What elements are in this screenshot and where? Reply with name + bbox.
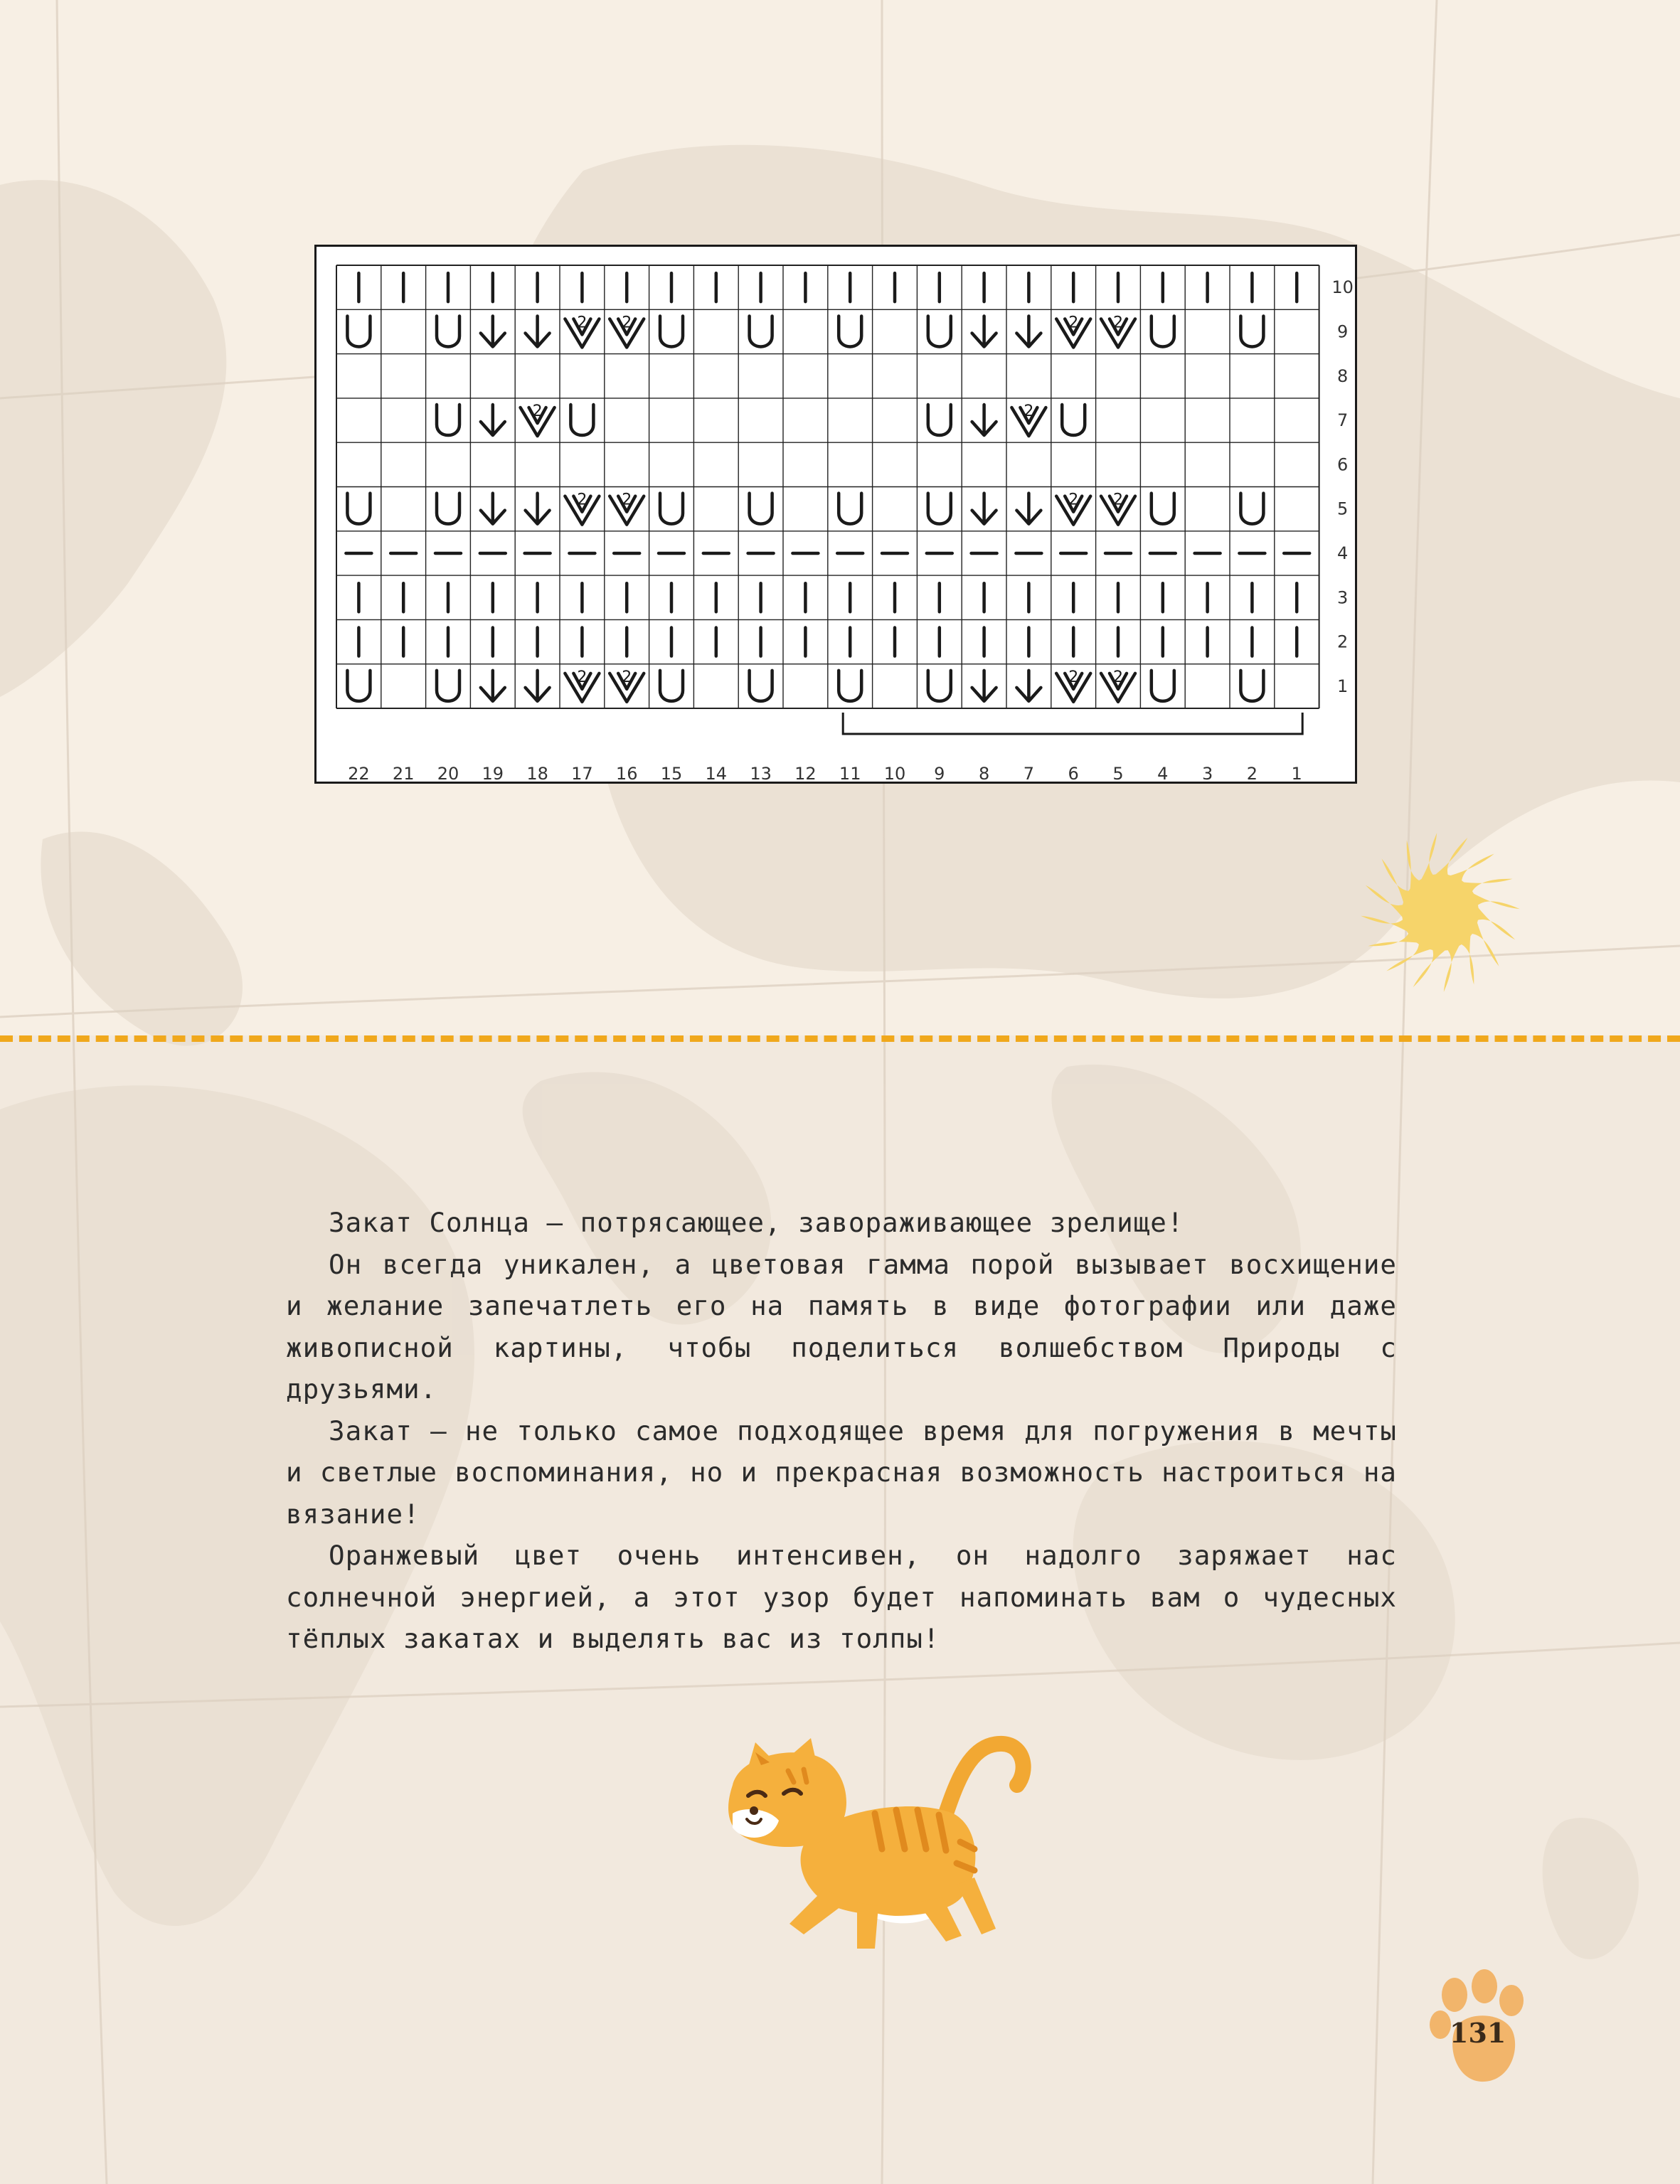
- yarn-over-symbol: [928, 671, 951, 701]
- double-decrease-2-symbol: [1056, 314, 1090, 347]
- column-number: 6: [1068, 764, 1079, 782]
- dashed-divider: [0, 1035, 1680, 1042]
- double-decrease-2-symbol: [565, 314, 599, 347]
- yarn-over-symbol: [1240, 671, 1263, 701]
- k2tog-left-arrow-symbol: [972, 316, 996, 346]
- yarn-over-symbol: [928, 316, 951, 346]
- double-decrease-2-symbol: [1011, 403, 1046, 436]
- row-number: 7: [1336, 410, 1349, 431]
- yarn-over-symbol: [1152, 494, 1174, 524]
- k2tog-left-arrow-symbol: [526, 494, 550, 524]
- yarn-over-symbol: [839, 316, 861, 346]
- double-decrease-label: 2: [1113, 314, 1123, 332]
- column-number: 8: [978, 764, 990, 782]
- double-decrease-2-symbol: [565, 668, 599, 702]
- column-number: 19: [482, 764, 504, 782]
- double-decrease-2-symbol: [1101, 491, 1135, 525]
- double-decrease-2-symbol: [610, 314, 644, 347]
- double-decrease-label: 2: [577, 668, 588, 686]
- cat-illustration: [704, 1728, 1031, 1963]
- double-decrease-label: 2: [1113, 668, 1123, 686]
- row-number: 4: [1336, 543, 1349, 563]
- column-number: 9: [934, 764, 945, 782]
- column-number: 21: [392, 764, 415, 782]
- rapport-bracket: [843, 713, 1302, 734]
- k2tog-left-arrow-symbol: [1016, 494, 1041, 524]
- row-number: 8: [1336, 366, 1349, 386]
- row-number: 1: [1336, 676, 1349, 696]
- paragraph: Закат – не только самое подходящее время для погружения в мечты и светлые воспоминания, но и прекрасная возможность настроиться на вязание!: [286, 1415, 1397, 1530]
- sun-ray: [1413, 949, 1447, 987]
- yarn-over-symbol: [660, 316, 683, 346]
- yarn-over-symbol: [1152, 671, 1174, 701]
- row-number: 2: [1336, 632, 1349, 652]
- column-number: 12: [794, 764, 817, 782]
- column-number: 20: [437, 764, 459, 782]
- yarn-over-symbol: [1240, 494, 1263, 524]
- k2tog-left-arrow-symbol: [481, 494, 505, 524]
- paragraph: Закат Солнца – потрясающее, завораживающее зрелище!: [329, 1207, 1184, 1238]
- sun-disc: [1402, 874, 1479, 951]
- k2tog-left-arrow-symbol: [481, 316, 505, 346]
- row-number: 10: [1331, 277, 1354, 298]
- sun-ray: [1361, 916, 1409, 932]
- yarn-over-symbol: [570, 405, 593, 435]
- double-decrease-label: 2: [577, 314, 588, 332]
- yarn-over-symbol: [1240, 316, 1263, 346]
- yarn-over-symbol: [347, 671, 370, 701]
- knitting-chart-svg: [317, 247, 1355, 782]
- row-number: 6: [1336, 454, 1349, 475]
- double-decrease-label: 2: [622, 491, 632, 509]
- column-number: 16: [615, 764, 638, 782]
- k2tog-left-arrow-symbol: [972, 494, 996, 524]
- double-decrease-2-symbol: [521, 403, 555, 436]
- column-number: 18: [526, 764, 548, 782]
- double-decrease-label: 2: [1113, 491, 1123, 509]
- yarn-over-symbol: [928, 405, 951, 435]
- yarn-over-symbol: [750, 494, 772, 524]
- sun-ray: [1434, 838, 1468, 876]
- column-number: 10: [883, 764, 906, 782]
- double-decrease-2-symbol: [1056, 491, 1090, 525]
- sun-ray: [1472, 893, 1520, 909]
- column-number: 7: [1023, 764, 1035, 782]
- double-decrease-2-symbol: [610, 668, 644, 702]
- yarn-over-symbol: [750, 316, 772, 346]
- chart-grid: [336, 265, 1319, 708]
- column-number: 14: [705, 764, 728, 782]
- k2tog-left-arrow-symbol: [972, 405, 996, 435]
- k2tog-left-arrow-symbol: [481, 405, 505, 435]
- paragraph: Оранжевый цвет очень интенсивен, он надолго заряжает нас солнечной энергией, а этот узор будет напоминать вам о чудесных тёплых закатах и выделять вас из толпы!: [286, 1540, 1397, 1654]
- double-decrease-label: 2: [622, 314, 632, 332]
- double-decrease-label: 2: [1068, 491, 1079, 509]
- sun-ray: [1444, 944, 1460, 992]
- sun-ray: [1366, 885, 1404, 920]
- column-number: 3: [1201, 764, 1213, 782]
- yarn-over-symbol: [437, 671, 459, 701]
- column-number: 22: [348, 764, 370, 782]
- yarn-over-symbol: [437, 405, 459, 435]
- double-decrease-label: 2: [577, 491, 588, 509]
- yarn-over-symbol: [347, 494, 370, 524]
- yarn-over-symbol: [839, 671, 861, 701]
- double-decrease-label: 2: [1068, 668, 1079, 686]
- column-number: 4: [1157, 764, 1169, 782]
- column-number: 11: [839, 764, 861, 782]
- column-number: 17: [571, 764, 593, 782]
- row-number: 9: [1336, 321, 1349, 342]
- double-decrease-2-symbol: [610, 491, 644, 525]
- k2tog-left-arrow-symbol: [1016, 316, 1041, 346]
- yarn-over-symbol: [928, 494, 951, 524]
- sun-ray: [1477, 906, 1515, 940]
- yarn-over-symbol: [839, 494, 861, 524]
- column-number: 5: [1112, 764, 1124, 782]
- page-number: 131: [1450, 2017, 1506, 2049]
- yarn-over-symbol: [1152, 316, 1174, 346]
- double-decrease-label: 2: [1024, 403, 1034, 421]
- column-number: 2: [1246, 764, 1258, 782]
- row-number: 3: [1336, 587, 1349, 608]
- yarn-over-symbol: [1062, 405, 1085, 435]
- k2tog-left-arrow-symbol: [481, 671, 505, 701]
- k2tog-left-arrow-symbol: [1016, 671, 1041, 701]
- k2tog-left-arrow-symbol: [526, 671, 550, 701]
- k2tog-left-arrow-symbol: [526, 316, 550, 346]
- double-decrease-label: 2: [1068, 314, 1079, 332]
- sun-ray: [1420, 833, 1437, 881]
- body-text: [286, 1202, 1397, 1660]
- yarn-over-symbol: [437, 494, 459, 524]
- yarn-over-symbol: [437, 316, 459, 346]
- row-number: 5: [1336, 499, 1349, 519]
- double-decrease-2-symbol: [1101, 314, 1135, 347]
- knitting-chart: [314, 245, 1357, 784]
- column-number: 15: [660, 764, 683, 782]
- column-number: 1: [1291, 764, 1302, 782]
- column-number: 13: [750, 764, 772, 782]
- double-decrease-2-symbol: [1056, 668, 1090, 702]
- sun-icon: [1355, 829, 1526, 999]
- yarn-over-symbol: [660, 494, 683, 524]
- double-decrease-2-symbol: [1101, 668, 1135, 702]
- double-decrease-2-symbol: [565, 491, 599, 525]
- paragraph: Он всегда уникален, а цветовая гамма порой вызывает восхищение и желание запечатлеть его на память в виде фотографии или даже живописной картины, чтобы поделиться волшебством Природы с друзьями.: [286, 1248, 1397, 1405]
- yarn-over-symbol: [347, 316, 370, 346]
- yarn-over-symbol: [750, 671, 772, 701]
- yarn-over-symbol: [660, 671, 683, 701]
- double-decrease-label: 2: [532, 403, 543, 421]
- double-decrease-label: 2: [622, 668, 632, 686]
- k2tog-left-arrow-symbol: [972, 671, 996, 701]
